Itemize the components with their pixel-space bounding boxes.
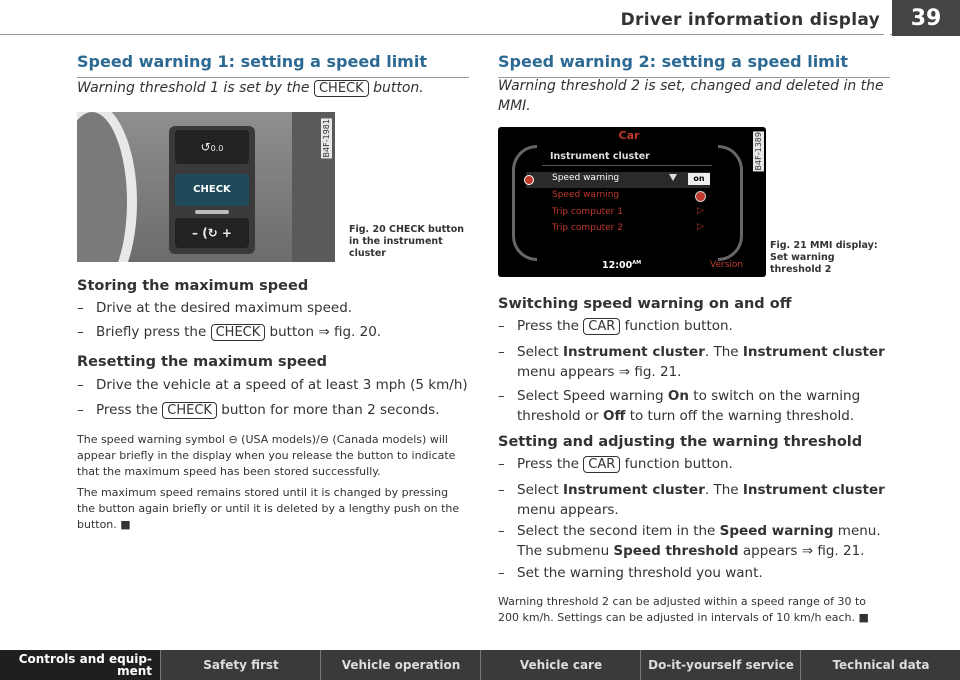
list-item: – Press the CAR function button. — [498, 318, 733, 334]
left-lead: Warning threshold 1 is set by the CHECK button. — [77, 80, 424, 96]
mmi-menu-item-1: Speed warning — [552, 190, 620, 200]
symbol-note: The speed warning symbol ⊖ (USA models)/⊖ (Canada models) will appear briefly in the display when you release the button to indicate that the maximum speed has been stored successfully. — [77, 433, 456, 478]
dropdown-icon — [669, 174, 677, 181]
list-item: – Set the warning threshold you want. — [498, 565, 763, 581]
list-item: – Select the second item in the Speed warning menu. The submenu Speed threshold appears ⇒ fig. 21. — [498, 523, 881, 559]
page-number: 39 — [910, 5, 942, 31]
switching-heading: Switching speed warning on and off — [498, 296, 792, 312]
fig21-code: B4F-1389 — [754, 132, 763, 171]
fig20-photo — [77, 112, 335, 262]
right-lead: Warning threshold 2 is set, changed and deleted in the MMI. — [498, 78, 884, 114]
gauge-ring — [77, 112, 137, 262]
check-button-label: CHECK — [211, 324, 266, 341]
header-rule — [0, 34, 960, 35]
car-button-label: CAR — [583, 318, 620, 335]
record-icon — [695, 191, 706, 202]
check-button-label: CHECK — [162, 402, 217, 419]
list-item: – Press the CAR function button. — [498, 456, 733, 472]
mmi-menu-item-3: Trip computer 2 — [552, 223, 623, 233]
left-section-heading: Speed warning 1: setting a speed limit — [77, 52, 427, 71]
check-button-label: CHECK — [314, 80, 369, 97]
fig20-caption: Fig. 20 CHECK button in the instrument cluster — [349, 224, 464, 259]
setting-heading: Setting and adjusting the warning threshold — [498, 434, 863, 450]
footer-tab-vehicle-operation[interactable]: Vehicle operation — [320, 650, 481, 680]
mmi-screen — [498, 127, 766, 277]
list-item: – Select Instrument cluster. The Instrument cluster menu appears ⇒ fig. 21. — [498, 344, 885, 380]
button-panel — [169, 126, 255, 254]
list-item: – Briefly press the CHECK button ⇒ fig. 20. — [77, 324, 382, 340]
footer-nav — [0, 650, 960, 680]
page-number-box — [892, 0, 960, 36]
car-button-label: CAR — [583, 456, 620, 473]
trip-reset-icon: ↺ — [200, 140, 211, 154]
list-item: – Select Speed warning On to switch on the warning threshold or Off to turn off the warning threshold. — [498, 388, 861, 424]
right-section-heading-block — [498, 52, 890, 78]
footer-tab-technical-data[interactable]: Technical data — [800, 650, 960, 680]
threshold-note: Warning threshold 2 can be adjusted within a speed range of 30 to 200 km/h. Settings can be adjusted in intervals of 10 km/h each. ■ — [498, 595, 869, 624]
right-section-heading: Speed warning 2: setting a speed limit — [498, 52, 848, 71]
arrow-right-icon: ▷ — [697, 206, 704, 216]
list-item: – Drive the vehicle at a speed of at least 3 mph (5 km/h) — [77, 377, 468, 393]
mmi-screen-title: Car — [618, 129, 640, 142]
arrow-right-icon: ▷ — [697, 222, 704, 232]
mmi-clock: $12:00^{AM}$ — [602, 260, 642, 272]
resetting-heading: Resetting the maximum speed — [77, 354, 328, 370]
list-item: – Press the CHECK button for more than 2 seconds. — [77, 402, 440, 418]
mmi-menu-item-0: Speed warning — [552, 173, 620, 183]
selection-dot-icon — [524, 175, 534, 185]
footer-tab-safety[interactable]: Safety first — [160, 650, 321, 680]
adjust-button: – (↻ + — [175, 218, 249, 248]
left-section-heading-block — [77, 52, 469, 78]
mmi-on-value: on — [688, 173, 710, 185]
page-header-title: Driver information display — [620, 10, 880, 30]
footer-tab-controls[interactable]: Controls and equip-ment — [0, 650, 160, 680]
footer-tab-diy-service[interactable]: Do-it-yourself service — [640, 650, 801, 680]
list-item: – Select Instrument cluster. The Instrument cluster menu appears. — [498, 482, 885, 518]
check-button: CHECK — [175, 174, 249, 206]
trip-reset-button: ↺0.0 — [175, 130, 249, 164]
list-item: – Drive at the desired maximum speed. — [77, 300, 353, 316]
storing-heading: Storing the maximum speed — [77, 278, 309, 294]
fig20-code: B4F-1981 — [322, 119, 331, 158]
footer-tab-vehicle-care[interactable]: Vehicle care — [480, 650, 641, 680]
mmi-menu-item-2: Trip computer 1 — [552, 207, 623, 217]
mmi-menu-title: Instrument cluster — [550, 151, 650, 162]
storage-note: The maximum speed remains stored until it is changed by pressing the button again briefly or until it is deleted by a lengthy push on the button. ■ — [77, 486, 460, 531]
mmi-version-label: Version — [710, 260, 744, 270]
fig21-caption: Fig. 21 MMI display: Set warning threshold 2 — [770, 240, 878, 275]
